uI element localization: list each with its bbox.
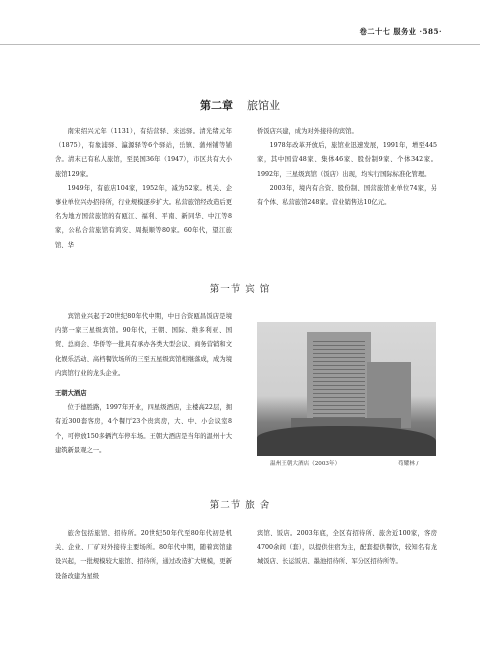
- running-header: 卷二十七 服务业 ·585·: [359, 27, 442, 36]
- intro-paragraph: 1978年改革开放后，旅馆业迅速发展，1991年，增至445家，其中国营48家、集体46家、股份制9家、个体342家。1992年，三星级宾馆（饭店）出现，均实行国际标准化管理。: [257, 142, 437, 178]
- inns-paragraph: 旅舍包括旅馆、招待所。20世纪50年代至80年代初是机关、企业、厂矿对外接待主要场所。80年代中期，随着宾馆建设兴起，一批规模较大旅馆、招待所，通过改造扩大规模，更新设备改建为星级: [55, 530, 232, 580]
- intro-paragraph: 1949年，有旅店104家，1952年，减为52家。机关、企事业单位兴办招待所，行业规模逐步扩大。私营旅馆经改造后更名为地方国营旅馆的有瓯江、福利、平南、新同华、中江等8家，公私合营旅馆有鸿安、周振顺等80家。60年代，望江旅馆、华: [55, 184, 232, 249]
- inns-right-column: [257, 527, 437, 570]
- intro-right-column: [257, 125, 437, 210]
- inns-left-column: [55, 527, 232, 584]
- chapter-name: 旅馆业: [247, 99, 280, 112]
- intro-paragraph: 2003年，境内有合资、股份制、国营旅馆业单位74家，另有个体、私营旅馆248家。营业销售达10亿元。: [257, 184, 437, 207]
- hotels-column: [55, 310, 232, 458]
- header-rule: [0, 44, 480, 45]
- chapter-number: 第二章: [200, 99, 233, 112]
- hotel-photo: [257, 322, 436, 456]
- photo-credit: 苟耀林 /: [398, 461, 419, 467]
- subhead-wangchao: 王朝大酒店: [55, 390, 87, 398]
- intro-paragraph: 南宋绍兴元年（1131），有结营驿、来远驿。清光绪元年（1875），有象浦驿、瀛源驿等6个驿站，岳镇、蒲州铺等铺舍。清末已有私人旅馆，至民国36年（1947），市区共有大小旅馆129家。: [55, 128, 232, 178]
- inns-paragraph: 宾馆、饭店。2003年底，全区有招待所、旅舍近100家，客房4700余间（套），以提供住宿为主，配套提供餐饮，较知名有龙城饭店、长运饭店、墨池招待所、军分区招待所等。: [257, 530, 437, 566]
- hotels-paragraph: 宾馆业兴起于20世纪80年代中期，中日合资瓯昌饭店是境内第一家三星级宾馆。90年代，王朝、国际、维多利亚、国贸、总商会、华侨等一批具有承办各类大型会议、商务营销和文化娱乐活动、高档餐饮场所的三至五星级宾馆相继落成，成为境内宾馆行业的龙头企业。: [55, 313, 232, 377]
- chapter-title: [0, 97, 480, 113]
- wangchao-paragraph: 位于德胜路，1997年开业，四星级酒店，主楼高22层，拥有近300套客房，4个餐厅23个贵宾房，大、中、小会议室8个，可停放150多辆汽车停车场。王朝大酒店是当年的温州十大建筑新景观之一。: [55, 404, 232, 454]
- section-title-inns: 第二节 旅 舍: [209, 500, 271, 511]
- intro-left-column: [55, 125, 232, 253]
- section-title-hotels: 第一节 宾 馆: [209, 284, 271, 295]
- photo-caption: 温州王朝大酒店（2003年）: [270, 461, 341, 467]
- intro-paragraph: 侨饭店兴建，成为对外接待的宾馆。: [257, 128, 358, 135]
